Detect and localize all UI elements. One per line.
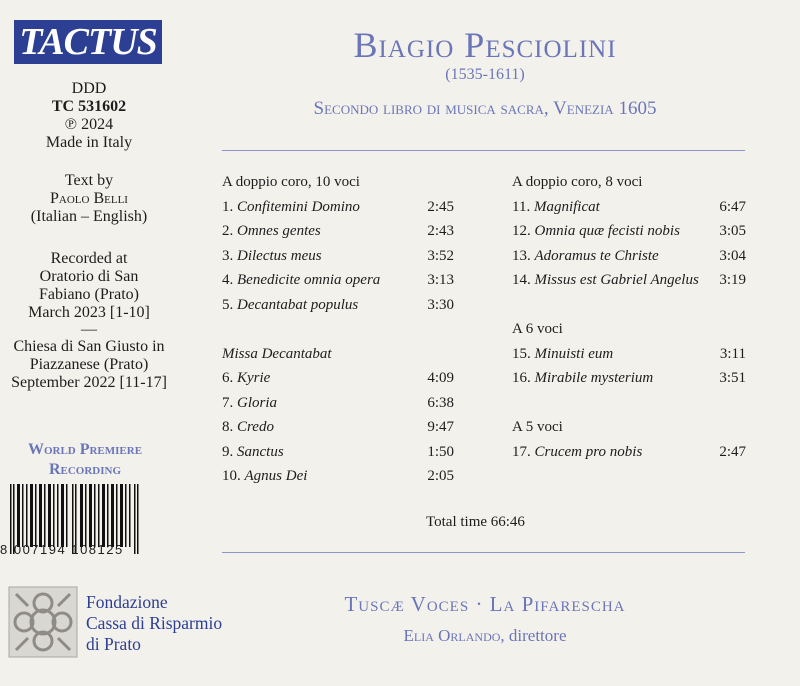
track-row: 5. Decantabat populus 3:30 <box>222 296 454 313</box>
languages: (Italian – English) <box>30 208 148 225</box>
foundation-line: Cassa di Risparmio <box>86 613 223 633</box>
group-heading: Missa Decantabat <box>222 345 332 362</box>
bottom-divider <box>222 552 745 553</box>
group-heading: A doppio coro, 10 voci <box>222 174 360 190</box>
total-time: Total time 66:46 <box>426 514 525 530</box>
track-row: 1. Confitemini Domino 2:45 <box>222 198 454 215</box>
top-divider <box>222 150 745 151</box>
group-heading: A 5 voci <box>512 419 563 435</box>
composer-dates: (1535-1611) <box>445 66 525 83</box>
group-heading: A 6 voci <box>512 321 563 337</box>
track-row: 4. Benedicite omnia opera 3:13 <box>222 272 454 288</box>
label-info <box>0 80 178 152</box>
made-in: Made in Italy <box>45 134 133 151</box>
track-row: 8. Credo 9:47 <box>222 419 454 435</box>
ensembles: Tuscæ Voces · La Pifarescha <box>344 592 626 616</box>
group-heading: A doppio coro, 8 voci <box>512 174 643 190</box>
track-row: 13. Adoramus te Christe 3:04 <box>512 247 746 264</box>
world-premiere <box>0 440 170 480</box>
separator-dash: — <box>81 321 97 338</box>
text-by: Text by <box>64 172 114 189</box>
track-row: 11. Magnificat 6:47 <box>512 198 746 215</box>
track-row: 3. Dilectus meus 3:52 <box>222 247 454 264</box>
track-row: 12. Omnia quæ fecisti nobis 3:05 <box>512 223 746 239</box>
tracklist-left <box>222 170 454 489</box>
recorded-line: Fabiano (Prato) <box>39 286 139 303</box>
recorded-line: Recorded at <box>50 250 128 267</box>
track-row: 16. Mirabile mysterium 3:51 <box>512 370 746 386</box>
ddd-label: DDD <box>71 80 107 97</box>
track-row: 14. Missus est Gabriel Angelus 3:19 <box>512 272 746 288</box>
catalog-number: TC 531602 <box>51 98 127 115</box>
track-row: 15. Minuisti eum 3:11 <box>512 345 746 362</box>
track-row: 10. Agnus Dei 2:05 <box>222 468 454 484</box>
track-row: 2. Omnes gentes 2:43 <box>222 223 454 239</box>
foundation-line: Fondazione <box>86 592 168 612</box>
track-row: 6. Kyrie 4:09 <box>222 370 454 386</box>
recorded-line: Chiesa di San Giusto in <box>13 338 165 355</box>
tracklist-right <box>512 170 746 464</box>
phonogram-year: ℗ 2024 <box>64 116 114 133</box>
track-row: 7. Gloria 6:38 <box>222 394 454 411</box>
recorded-line: September 2022 [11-17] <box>11 374 167 391</box>
barcode-number: 8 007194 108125 <box>0 542 124 557</box>
recorded-line: Piazzanese (Prato) <box>29 356 149 373</box>
text-author: Paolo Belli <box>50 190 128 207</box>
conductor-name: Elia Orlando <box>403 626 501 645</box>
foundation-name <box>86 592 222 655</box>
world-premiere-line: World Premiere <box>27 441 143 458</box>
world-premiere-line: Recording <box>48 461 122 478</box>
track-row: 9. Sanctus 1:50 <box>222 443 454 460</box>
recorded-line: March 2023 [1-10] <box>28 304 150 321</box>
conductor-role: , direttore <box>500 626 567 645</box>
conductor <box>170 626 800 646</box>
composer-name: Biagio Pesciolini <box>353 25 617 65</box>
recorded-line: Oratorio di San <box>39 268 139 285</box>
recording-info <box>0 250 178 392</box>
text-credits <box>0 172 178 226</box>
foundation-emblem-icon <box>8 586 78 658</box>
track-row: 17. Crucem pro nobis 2:47 <box>512 443 746 460</box>
album-subtitle: Secondo libro di musica sacra, Venezia 1605 <box>313 98 657 119</box>
foundation-line: di Prato <box>86 634 141 654</box>
tactus-logo: TACTUS <box>14 20 162 64</box>
